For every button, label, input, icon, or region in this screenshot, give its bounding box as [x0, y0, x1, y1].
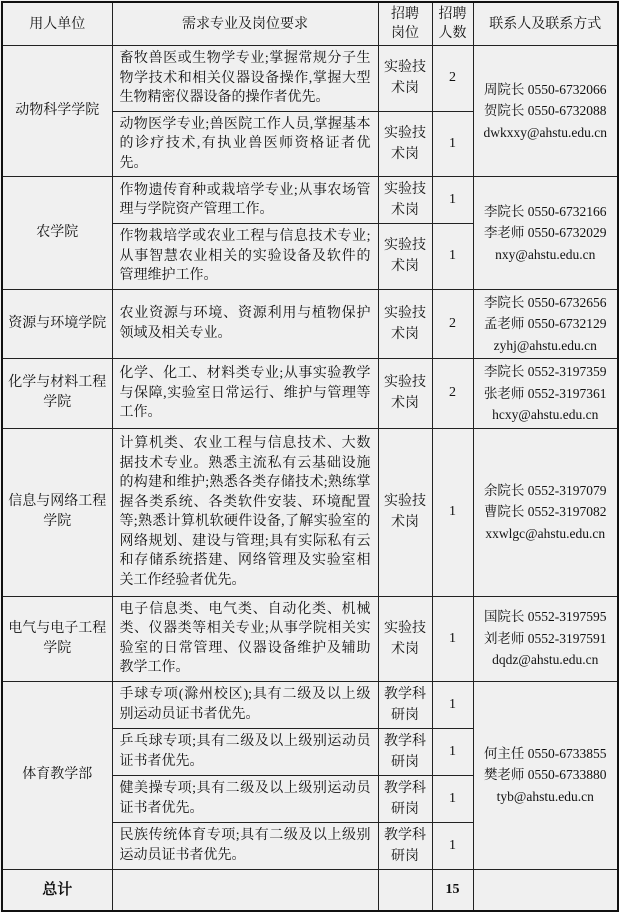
post-type-cell: 实验技术岗 [378, 289, 432, 359]
table-row [2, 428, 618, 596]
requirement-cell: 动物医学专业;兽医院工作人员,掌握基本的诊疗技术,有执业兽医师资格证者优先。 [112, 111, 378, 177]
headcount-cell: 1 [432, 681, 473, 728]
contact-line: 国院长 0552-3197595 [483, 609, 607, 625]
contact-line: 李院长 0552-3197359 [483, 364, 607, 379]
contact-line: xxwlgc@ahstu.edu.cn [485, 525, 606, 541]
contact-cell-animal-science [473, 46, 618, 177]
post-type-cell: 教学科研岗 [378, 822, 432, 869]
contact-line: 周院长 0550-6732066 [483, 81, 607, 97]
department-cell-resources-environment: 资源与环境学院 [2, 289, 112, 359]
requirement-cell: 计算机类、农业工程与信息技术、大数据技术专业。熟悉主流私有云基础设施的构建和维护;熟悉各类存储技术;熟练掌握各类系统、各类软件安装、环境配置等;熟悉计算机软硬件设备,了解实验室的网络规划、建设与管理;具有实际私有云和存储系统搭建、网络管理及实验室相关工作经验者优先。 [112, 428, 378, 596]
table-row [2, 596, 618, 681]
headcount-cell: 2 [432, 46, 473, 112]
requirement-cell: 手球专项(滁州校区);具有二级及以上级别运动员证书者优先。 [112, 681, 378, 728]
requirement-cell: 化学、化工、材料类专业;从事实验教学与保障,实验室日常运行、维护与管理等工作。 [112, 359, 378, 429]
headcount-cell: 1 [432, 775, 473, 822]
empty-cell [112, 869, 378, 911]
post-type-cell: 教学科研岗 [378, 681, 432, 728]
requirement-cell: 健美操专项;具有二级及以上级别运动员证书者优先。 [112, 775, 378, 822]
headcount-cell: 1 [432, 111, 473, 177]
contact-line: nxy@ahstu.edu.cn [495, 246, 596, 262]
header-requirements: 需求专业及岗位要求 [112, 2, 378, 46]
headcount-cell: 1 [432, 224, 473, 290]
headcount-cell: 2 [432, 359, 473, 429]
requirement-cell: 农业资源与环境、资源利用与植物保护领域及相关专业。 [112, 289, 378, 359]
headcount-cell: 1 [432, 822, 473, 869]
requirement-cell: 作物栽培学或农业工程与信息技术专业;从事智慧农业相关的实验设备及软件的管理维护工作。 [112, 224, 378, 290]
total-count-cell: 15 [432, 869, 473, 911]
contact-cell-physical-education [473, 681, 618, 869]
contact-line: 李院长 0550-6732166 [483, 203, 607, 219]
total-label-cell: 总计 [2, 869, 112, 911]
department-cell-physical-education: 体育教学部 [2, 681, 112, 869]
contact-line: 何主任 0550-6733855 [483, 745, 607, 761]
table-row [2, 289, 618, 359]
contact-line: 贺院长 0550-6732088 [483, 103, 607, 119]
department-cell-information-network: 信息与网络工程学院 [2, 428, 112, 596]
requirement-cell: 电子信息类、电气类、自动化类、机械类、仪器类等相关专业;从事学院相关实验室的日常管理、仪器设备维护及辅助教学工作。 [112, 596, 378, 681]
department-cell-chemistry-materials: 化学与材料工程学院 [2, 359, 112, 429]
total-row [2, 869, 618, 911]
requirement-cell: 作物遗传育种或栽培学专业;从事农场管理与学院资产管理工作。 [112, 177, 378, 224]
contact-cell-resources-environment [473, 289, 618, 359]
department-cell-animal-science: 动物科学学院 [2, 46, 112, 177]
contact-cell-electrical-electronics [473, 596, 618, 681]
contact-line: 孟老师 0550-6732129 [483, 316, 607, 331]
post-type-cell: 教学科研岗 [378, 728, 432, 775]
recruitment-table [1, 1, 619, 912]
header-post-type: 招聘岗位 [378, 2, 432, 46]
table-row [2, 681, 618, 728]
headcount-cell: 1 [432, 596, 473, 681]
table-row [2, 46, 618, 112]
post-type-cell: 实验技术岗 [378, 596, 432, 681]
headcount-cell: 1 [432, 728, 473, 775]
post-type-cell: 实验技术岗 [378, 224, 432, 290]
contact-cell-chemistry-materials [473, 359, 618, 429]
contact-cell-agronomy [473, 177, 618, 290]
requirement-cell: 民族传统体育专项;具有二级及以上级别运动员证书者优先。 [112, 822, 378, 869]
contact-line: 樊老师 0550-6733880 [483, 767, 607, 783]
contact-line: hcxy@ahstu.edu.cn [492, 407, 599, 422]
contact-line: 刘老师 0552-3197591 [483, 630, 607, 646]
post-type-cell: 实验技术岗 [378, 111, 432, 177]
contact-line: dqdz@ahstu.edu.cn [492, 652, 599, 668]
contact-cell-information-network [473, 428, 618, 596]
header-employer: 用人单位 [2, 2, 112, 46]
header-contact: 联系人及联系方式 [473, 2, 618, 46]
contact-line: 曹院长 0552-3197082 [483, 504, 607, 520]
contact-line: 李老师 0550-6732029 [483, 225, 607, 240]
contact-line: 余院长 0552-3197079 [483, 482, 607, 498]
empty-cell [473, 869, 618, 911]
post-type-cell: 教学科研岗 [378, 775, 432, 822]
department-cell-agronomy: 农学院 [2, 177, 112, 290]
headcount-cell: 2 [432, 289, 473, 359]
department-cell-electrical-electronics: 电气与电子工程学院 [2, 596, 112, 681]
headcount-cell: 1 [432, 428, 473, 596]
requirement-cell: 畜牧兽医或生物学专业;掌握常规分子生物学技术和相关仪器设备操作,掌握大型生物精密仪器设备的操作者优先。 [112, 46, 378, 112]
headcount-cell: 1 [432, 177, 473, 224]
post-type-cell: 实验技术岗 [378, 428, 432, 596]
contact-line: 李院长 0550-6732656 [483, 294, 607, 310]
post-type-cell: 实验技术岗 [378, 177, 432, 224]
header-headcount: 招聘人数 [432, 2, 473, 46]
contact-line: dwkxxy@ahstu.edu.cn [483, 124, 607, 140]
contact-line: zyhj@ahstu.edu.cn [493, 337, 597, 353]
post-type-cell: 实验技术岗 [378, 359, 432, 429]
header-row [2, 2, 618, 46]
contact-line: tyb@ahstu.edu.cn [496, 788, 594, 804]
post-type-cell: 实验技术岗 [378, 46, 432, 112]
requirement-cell: 乒乓球专项;具有二级及以上级别运动员证书者优先。 [112, 728, 378, 775]
table-row [2, 359, 618, 429]
contact-line: 张老师 0552-3197361 [483, 385, 607, 401]
empty-cell [378, 869, 432, 911]
table-row [2, 177, 618, 224]
